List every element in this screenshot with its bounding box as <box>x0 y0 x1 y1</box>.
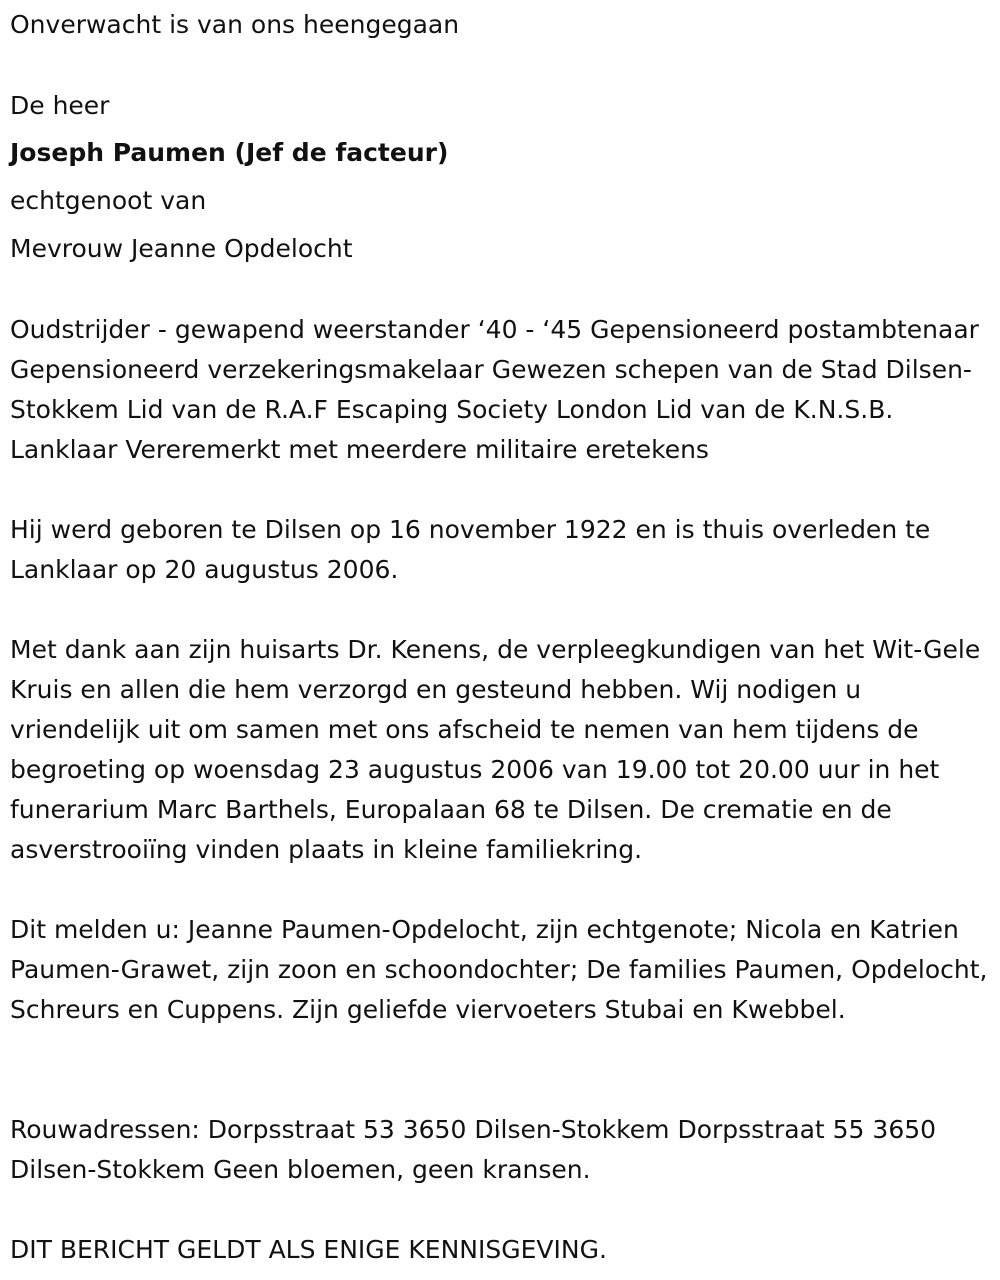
thanks-paragraph: Met dank aan zijn huisarts Dr. Kenens, de verpleegkundigen van het Wit-Gele Kruis en allen die hem verzorgd en gesteund hebben. Wij nodigen u vriendelijk uit om samen met ons afscheid te nemen van hem tijdens de begroeting op woensdag 23 augustus 2006 van 19.00 tot 20.00 uur in het funerarium Marc Barthels, Europalaan 68 te Dilsen. De crematie en de asverstrooiïng vinden plaats in kleine familiekring. <box>10 635 981 864</box>
announced-by-paragraph: Dit melden u: Jeanne Paumen-Opdelocht, zijn echtgenote; Nicola en Katrien Paumen-Grawet, zijn zoon en schoondochter; De families Paumen, Opdelocht, Schreurs en Cuppens. Zijn geliefde viervoeters Stubai en Kwebbel. <box>10 915 988 1024</box>
spouse-name: Mevrouw Jeanne Opdelocht <box>10 234 353 263</box>
relation-line: echtgenoot van <box>10 186 207 215</box>
birth-death-paragraph: Hij werd geboren te Dilsen op 16 november 1922 en is thuis overleden te Lanklaar op 20 augustus 2006. <box>10 515 931 584</box>
intro-line: Onverwacht is van ons heengegaan <box>10 10 460 39</box>
roles-paragraph: Oudstrijder - gewapend weerstander ‘40 - ‘45 Gepensioneerd postambtenaar Gepensioneerd verzekeringsmakelaar Gewezen schepen van de Stad Dilsen-Stokkem Lid van de R.A.F Escaping Society London Lid van de K.N.S.B. Lanklaar Vereremerkt met meerdere militaire eretekens <box>10 315 979 464</box>
salutation: De heer <box>10 91 110 120</box>
addresses-paragraph: Rouwadressen: Dorpsstraat 53 3650 Dilsen-Stokkem Dorpsstraat 55 3650 Dilsen-Stokkem Geen bloemen, geen kransen. <box>10 1115 937 1184</box>
deceased-name: Joseph Paumen (Jef de facteur) <box>10 138 449 167</box>
notice-line: DIT BERICHT GELDT ALS ENIGE KENNISGEVING. <box>10 1235 607 1264</box>
